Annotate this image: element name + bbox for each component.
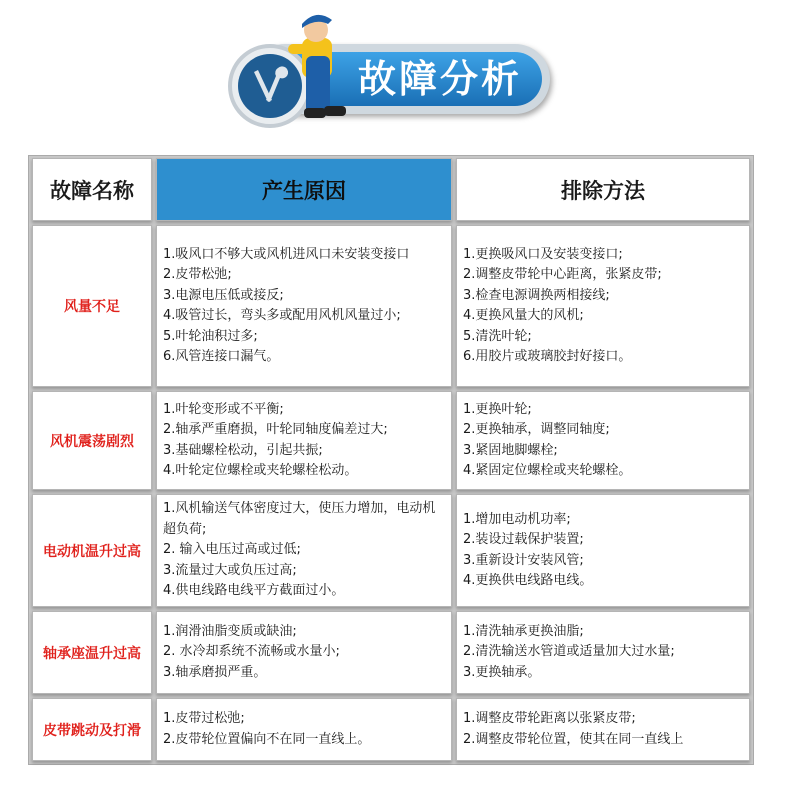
list-item: 5.清洗叶轮; [463, 328, 532, 344]
list-item: 1.吸风口不够大或风机进风口未安装变接口 [163, 246, 410, 262]
cause-list [156, 225, 452, 387]
list-item: 2. 输入电压过高或过低; [163, 542, 301, 558]
list-item: 6.用胶片或玻璃胶封好接口。 [463, 349, 632, 364]
list-item: 3.基础螺栓松动，引起共振; [163, 442, 323, 458]
fault-name: 皮带跳动及打滑 [32, 698, 152, 761]
list-item: 3.紧固地脚螺栓; [463, 442, 558, 458]
list-item: 4.紧固定位螺栓或夹轮螺栓。 [463, 463, 632, 478]
list-item: 2.调整皮带轮位置，使其在同一直线上 [463, 731, 684, 747]
fault-analysis-table [28, 155, 754, 765]
list-item: 6.风管连接口漏气。 [163, 349, 280, 364]
list-item: 2.皮带松弛; [163, 267, 232, 282]
list-item: 4.更换风量大的风机; [463, 308, 584, 323]
list-item: 2.轴承严重磨损，叶轮同轴度偏差过大; [163, 422, 388, 437]
list-item: 1.风机输送气体密度过大，使压力增加，电动机超负荷; [163, 501, 436, 537]
mechanic-mascot-icon [228, 8, 368, 132]
list-item: 1.润滑油脂变质或缺油; [163, 623, 297, 639]
column-header-fault-name: 故障名称 [32, 158, 152, 221]
list-item: 2.装设过载保护装置; [463, 532, 584, 547]
remedy-list [456, 494, 750, 607]
list-item: 3.重新设计安装风管; [463, 552, 584, 568]
fault-name: 电动机温升过高 [32, 494, 152, 607]
list-item: 2.清洗输送水管道或适量加大过水量; [463, 644, 675, 660]
list-item: 2. 水冷却系统不流畅或水量小; [163, 644, 340, 660]
list-item: 1.增加电动机功率; [463, 511, 571, 527]
list-item: 1.皮带过松弛; [163, 711, 245, 726]
cause-list [156, 391, 452, 490]
list-item: 1.更换叶轮; [463, 401, 532, 417]
list-item: 1.清洗轴承更换油脂; [463, 623, 584, 639]
list-item: 1.更换吸风口及安装变接口; [463, 246, 623, 262]
list-item: 4.供电线路电线平方截面过小。 [163, 583, 345, 599]
fault-name: 风机震荡剧烈 [32, 391, 152, 490]
cause-list [156, 698, 452, 761]
list-item: 1.叶轮变形或不平衡; [163, 401, 284, 417]
list-item: 3.更换轴承。 [463, 664, 541, 680]
header [0, 0, 790, 150]
column-header-cause: 产生原因 [156, 158, 452, 221]
column-header-remedy: 排除方法 [456, 158, 750, 221]
remedy-list [456, 391, 750, 490]
remedy-list [456, 611, 750, 694]
list-item: 2.皮带轮位置偏向不在同一直线上。 [163, 731, 371, 747]
list-item: 4.更换供电线路电线。 [463, 573, 593, 588]
list-item: 1.调整皮带轮距离以张紧皮带; [463, 711, 636, 726]
list-item: 3.电源电压低或接反; [163, 287, 284, 303]
list-item: 3.轴承磨损严重。 [163, 664, 267, 680]
remedy-list [456, 698, 750, 761]
cause-list [156, 494, 452, 607]
list-item: 3.检查电源调换两相接线; [463, 287, 610, 303]
fault-name: 轴承座温升过高 [32, 611, 152, 694]
list-item: 2.调整皮带轮中心距离，张紧皮带; [463, 267, 662, 282]
page-title: 故障分析 [357, 57, 522, 101]
list-item: 4.叶轮定位螺栓或夹轮螺栓松动。 [163, 463, 358, 478]
list-item: 2.更换轴承，调整同轴度; [463, 422, 610, 437]
list-item: 4.吸管过长，弯头多或配用风机风量过小; [163, 308, 401, 323]
cause-list [156, 611, 452, 694]
fault-name: 风量不足 [32, 225, 152, 387]
remedy-list [456, 225, 750, 387]
list-item: 3.流量过大或负压过高; [163, 562, 297, 578]
list-item: 5.叶轮油积过多; [163, 328, 258, 344]
